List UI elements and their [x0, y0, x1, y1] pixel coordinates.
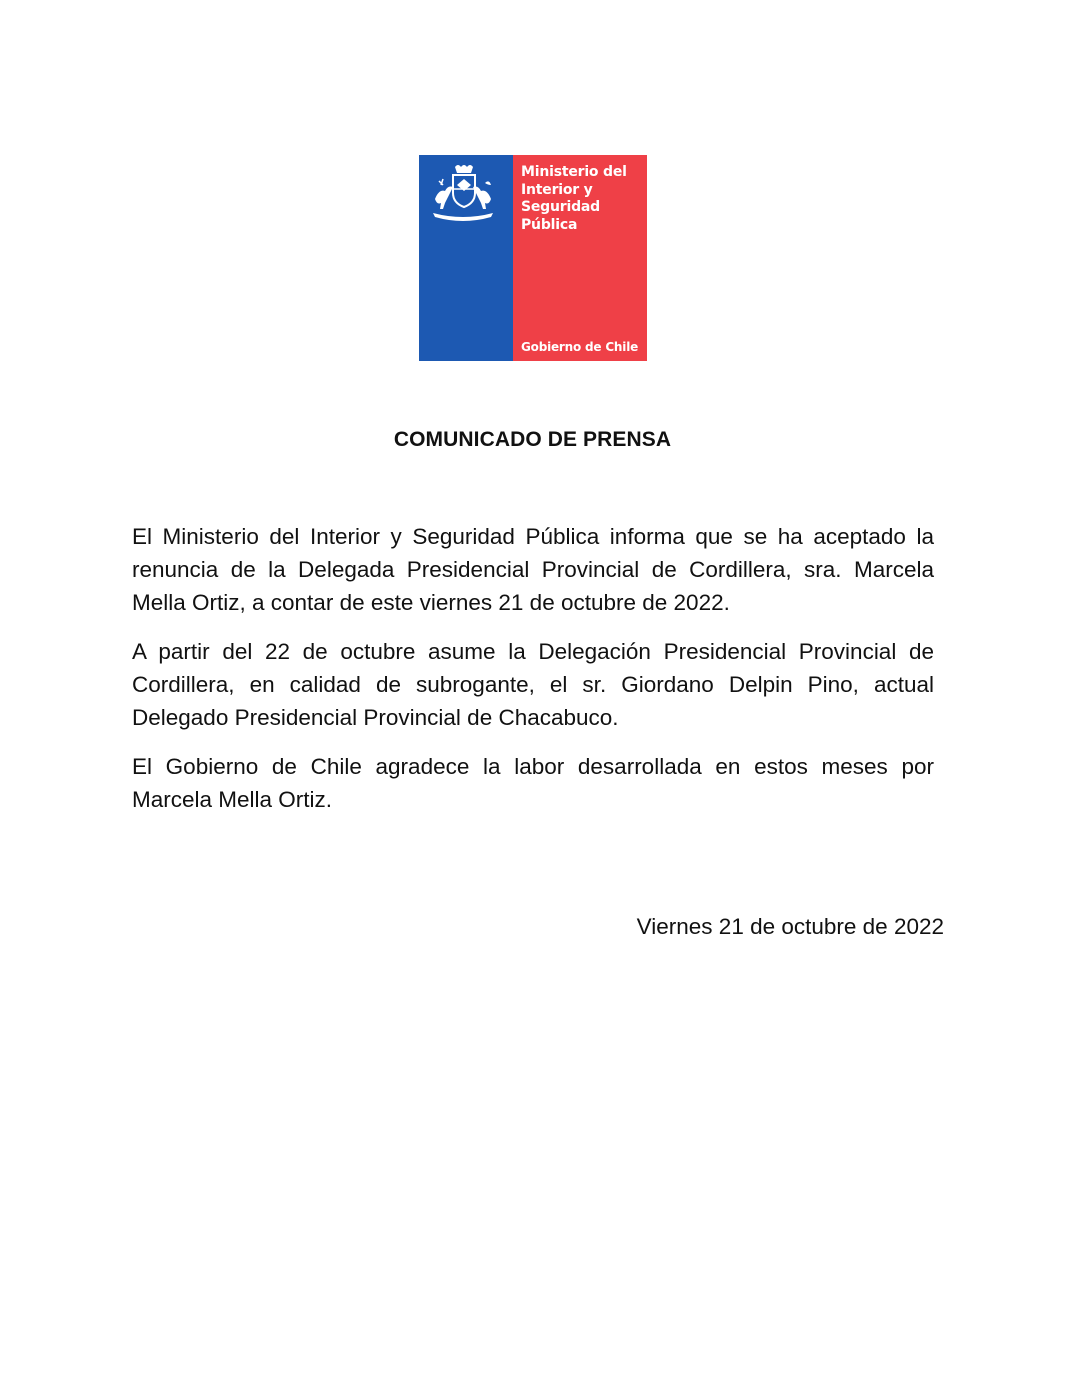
body-paragraph: A partir del 22 de octubre asume la Delegación Presidencial Provincial de Cordillera, en calidad de subrogante, el sr. Giordano Delpin Pino, actual Delegado Presidencial Provincial de Chacabuco. [132, 639, 934, 730]
logo-blue-panel [419, 155, 513, 361]
body-paragraph: El Gobierno de Chile agradece la labor desarrollada en estos meses por Marcela Mella Ortiz. [132, 754, 934, 812]
ministry-logo [419, 155, 647, 361]
body-paragraph: El Ministerio del Interior y Seguridad Pública informa que se ha aceptado la renuncia de la Delegada Presidencial Provincial de Cordillera, sra. Marcela Mella Ortiz, a contar de este viernes 21 de octubre de 2022. [132, 524, 934, 615]
document-date: Viernes 21 de octubre de 2022 [636, 914, 944, 939]
ministry-name-line: Pública [521, 216, 578, 233]
ministry-name-line: Interior y [521, 181, 593, 198]
ministry-name [521, 164, 627, 234]
government-label: Gobierno de Chile [521, 340, 639, 354]
document-body [132, 520, 934, 832]
chile-coat-of-arms-icon [427, 163, 499, 223]
document-title: COMUNICADO DE PRENSA [393, 428, 672, 451]
logo-red-panel [513, 155, 647, 361]
ministry-name-line: Seguridad [521, 199, 600, 215]
ministry-name-line: Ministerio del [521, 164, 627, 180]
